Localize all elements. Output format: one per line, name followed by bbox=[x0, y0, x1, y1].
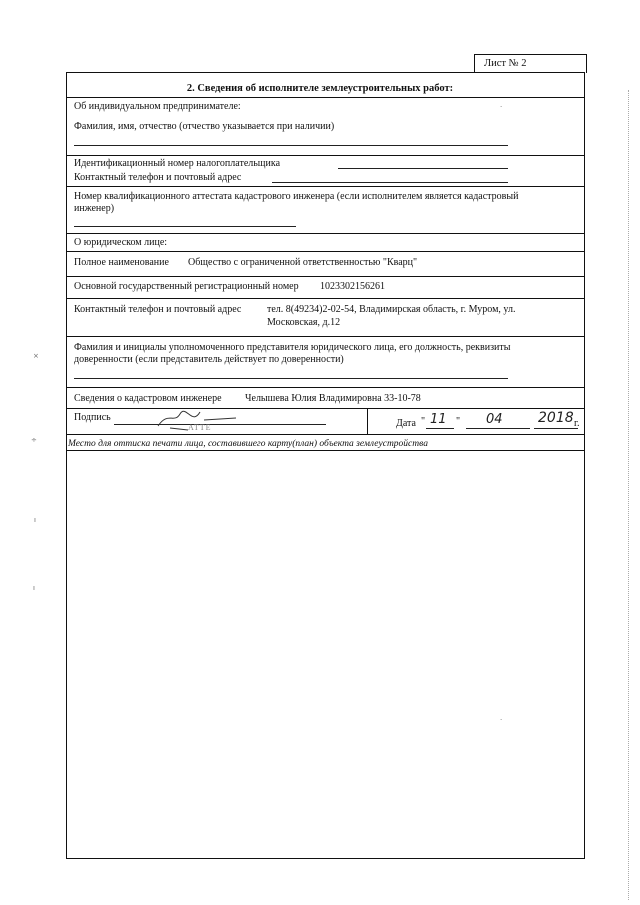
row-divider bbox=[66, 336, 585, 337]
representative-label-2: доверенности (если представитель действует по доверенности) bbox=[74, 354, 344, 365]
representative-label-1: Фамилия и инициалы уполномоченного представителя юридического лица, его должность, реквизиты bbox=[74, 342, 511, 353]
date-quote-open: " bbox=[421, 416, 426, 427]
row-divider bbox=[66, 97, 585, 98]
individual-contact-line bbox=[272, 182, 508, 183]
scan-mark: · bbox=[500, 716, 503, 724]
row-divider bbox=[66, 298, 585, 299]
scan-mark: ÷ bbox=[31, 436, 37, 444]
stamp-fragment: ATTE bbox=[188, 423, 212, 432]
legal-header: О юридическом лице: bbox=[74, 237, 168, 248]
legal-ogrn-label: Основной государственный регистрационный номер bbox=[74, 281, 299, 292]
scan-mark: · bbox=[500, 103, 503, 111]
engineer-value: Челышева Юлия Владимировна 33-10-78 bbox=[245, 393, 421, 404]
signature-label: Подпись bbox=[74, 412, 111, 423]
individual-certificate-label-2: инженер) bbox=[74, 203, 115, 214]
row-divider bbox=[66, 251, 585, 252]
signature-scribble bbox=[118, 406, 318, 432]
row-divider bbox=[66, 155, 585, 156]
date-day: 11 bbox=[430, 412, 447, 427]
individual-name-label: Фамилия, имя, отчество (отчество указывается при наличии) bbox=[74, 121, 335, 132]
date-year-line bbox=[534, 428, 578, 429]
individual-certificate-label-1: Номер квалификационного аттестата кадастрового инженера (если исполнителем является кадастровый bbox=[74, 191, 519, 202]
section-title: 2. Сведения об исполнителе землеустроительных работ: bbox=[186, 83, 454, 94]
legal-contact-value-2: Московская, д.12 bbox=[267, 317, 341, 328]
individual-inn-label: Идентификационный номер налогоплательщика bbox=[74, 158, 281, 169]
row-divider bbox=[66, 450, 585, 451]
date-quote-close: " bbox=[456, 416, 461, 427]
row-divider bbox=[66, 233, 585, 234]
date-label: Дата bbox=[396, 418, 416, 429]
scan-mark: ı bbox=[33, 584, 35, 592]
individual-header: Об индивидуальном предпринимателе: bbox=[74, 101, 241, 112]
legal-contact-label: Контактный телефон и почтовый адрес bbox=[74, 304, 242, 315]
date-month: 04 bbox=[486, 412, 503, 427]
engineer-label: Сведения о кадастровом инженере bbox=[74, 393, 222, 404]
date-year: 2018 bbox=[538, 410, 574, 426]
individual-certificate-line bbox=[74, 226, 296, 227]
column-divider bbox=[367, 408, 368, 434]
individual-name-line bbox=[74, 145, 508, 146]
stamp-place-label: Место для оттиска печати лица, составившего карту(план) объекта землеустройства bbox=[68, 439, 428, 449]
scan-mark: ı bbox=[34, 516, 36, 524]
row-divider bbox=[66, 186, 585, 187]
scan-edge bbox=[628, 90, 632, 900]
representative-line bbox=[74, 378, 508, 379]
row-divider bbox=[66, 387, 585, 388]
legal-name-label: Полное наименование bbox=[74, 257, 169, 268]
individual-contact-label: Контактный телефон и почтовый адрес bbox=[74, 172, 242, 183]
row-divider bbox=[66, 276, 585, 277]
individual-inn-line bbox=[338, 168, 508, 169]
row-divider bbox=[66, 434, 585, 435]
legal-ogrn-value: 1023302156261 bbox=[320, 281, 385, 292]
legal-contact-value-1: тел. 8(49234)2-02-54, Владимирская область, г. Муром, ул. bbox=[267, 304, 516, 315]
sheet-label: Лист № 2 bbox=[484, 58, 527, 69]
legal-name-value: Общество с ограниченной ответственностью "Кварц" bbox=[188, 257, 418, 268]
date-day-line bbox=[426, 428, 454, 429]
date-year-suffix: г. bbox=[574, 418, 580, 429]
date-month-line bbox=[466, 428, 530, 429]
scan-mark: × bbox=[33, 352, 39, 360]
